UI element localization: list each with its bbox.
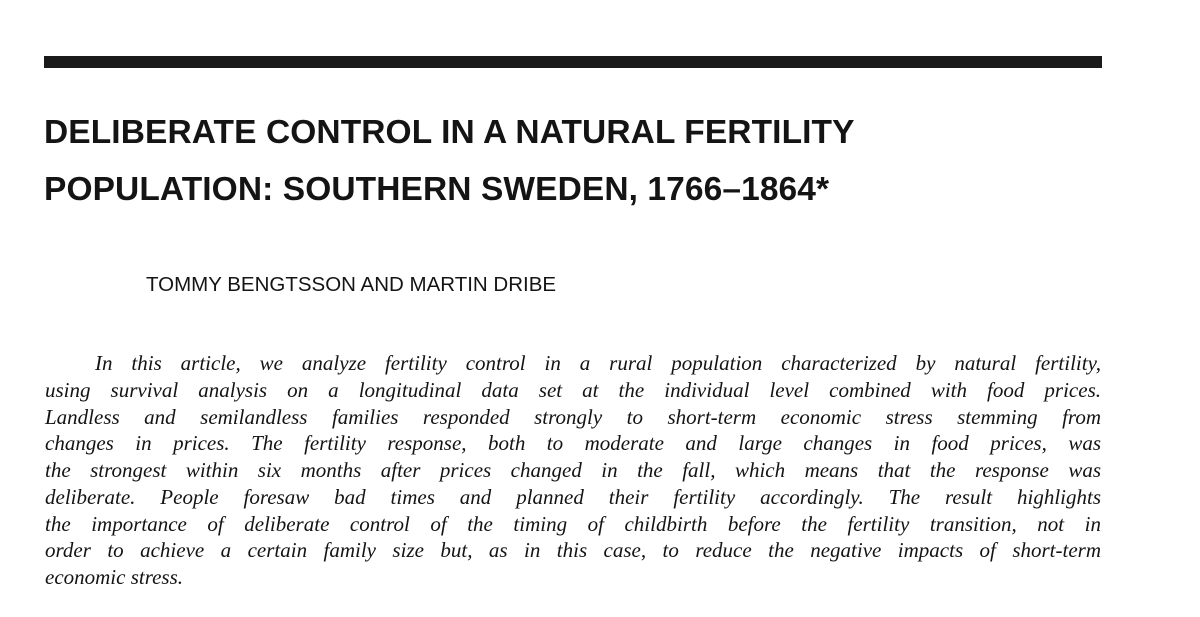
article-authors: TOMMY BENGTSSON AND MARTIN DRIBE (146, 273, 557, 296)
abstract-line: the strongest within six months after prices changed in the fall, which means that the response was (45, 458, 1101, 482)
abstract-line: order to achieve a certain family size but, as in this case, to reduce the negative impacts of short-term (45, 538, 1101, 563)
abstract-line: Landless and semilandless families responded strongly to short-term economic stress stemming from (45, 404, 1101, 429)
article-title (44, 104, 1144, 218)
abstract-line: using survival analysis on a longitudinal data set at the individual level combined with food prices. (45, 377, 1101, 402)
abstract-line: In this article, we analyze fertility control in a rural population characterized by natural fertility, (95, 351, 1101, 375)
abstract-line: deliberate. People foresaw bad times and planned their fertility accordingly. The result highlights (45, 484, 1101, 509)
title-line: DELIBERATE CONTROL IN A NATURAL FERTILITY (44, 114, 855, 151)
abstract-line: economic stress. (45, 565, 184, 589)
abstract-line: the importance of deliberate control of the timing of childbirth before the fertility transition, not in (45, 511, 1101, 536)
abstract-line: changes in prices. The fertility response, both to moderate and large changes in food prices, was (45, 431, 1101, 456)
title-line: POPULATION: SOUTHERN SWEDEN, 1766–1864* (44, 171, 830, 208)
top-rule (44, 56, 1102, 68)
abstract (45, 350, 1101, 591)
